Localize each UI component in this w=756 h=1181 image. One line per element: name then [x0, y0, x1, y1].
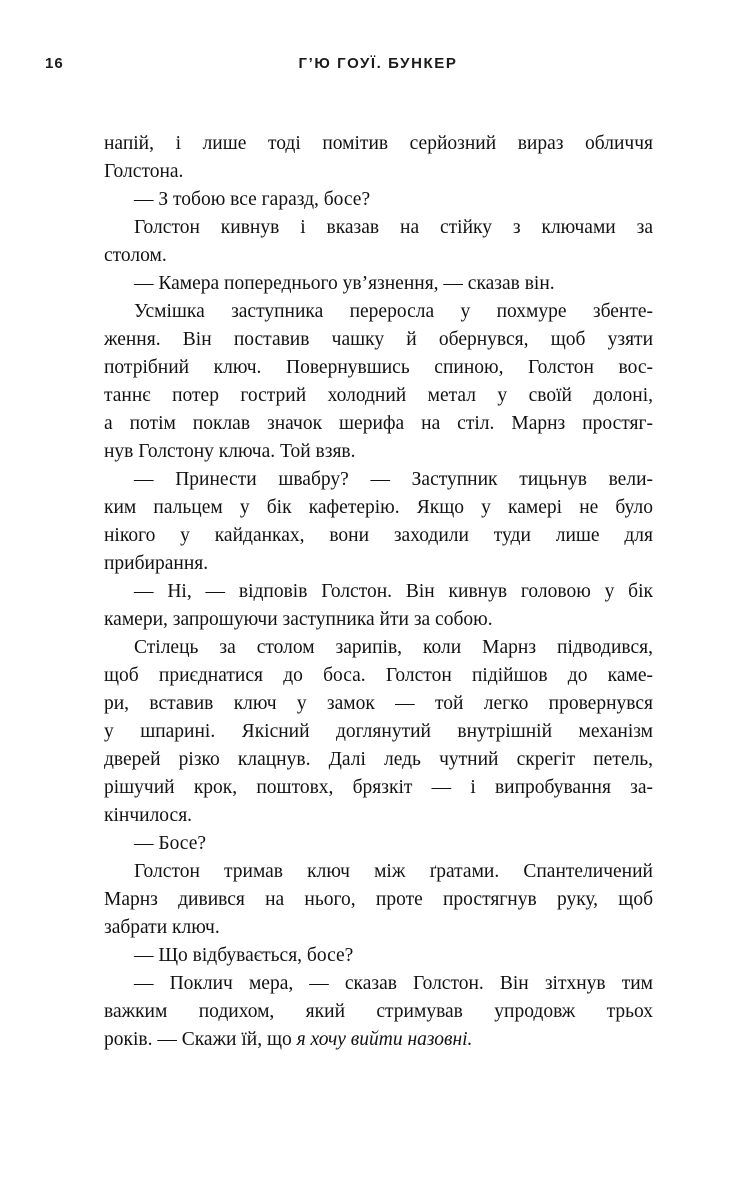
text-line: Усмішка заступника переросла у похмуре збенте-: [134, 301, 653, 322]
paragraph: [104, 578, 653, 634]
text-line: — Камера попереднього ув’язнення, — сказав він.: [134, 273, 555, 294]
text-line: — Що відбувається, босе?: [134, 945, 354, 966]
text-line: напій, і лише тоді помітив серйозний вираз обличчя: [104, 133, 653, 154]
text-line: рішучий крок, поштовх, брязкіт — і випробування за-: [104, 777, 653, 798]
text-line: ким пальцем у бік кафетерію. Якщо у камері не було: [104, 497, 653, 518]
text-line: забрати ключ.: [104, 917, 220, 938]
paragraph: [104, 858, 653, 942]
text-line: — Ні, — відповів Голстон. Він кивнув головою у бік: [134, 581, 653, 602]
text-line: — Поклич мера, — сказав Голстон. Він зітхнув тим: [134, 973, 653, 994]
paragraph: [104, 970, 653, 1054]
text-line: [104, 1026, 653, 1054]
paragraph: [104, 466, 653, 578]
page-number: 16: [45, 55, 64, 72]
text-line: — З тобою все гаразд, босе?: [134, 189, 371, 210]
running-header: Г’Ю ГОУЇ. БУНКЕР: [298, 55, 458, 72]
text-line: кінчилося.: [104, 805, 193, 826]
text-line: — Принести швабру? — Заступник тицьнув вели-: [134, 469, 653, 490]
text-line: потрібний ключ. Повернувшись спиною, Голстон вос-: [104, 357, 653, 378]
text-line: ри, вставив ключ у замок — той легко провернувся: [104, 693, 653, 714]
text-line: столом.: [104, 245, 167, 266]
page-header: [45, 55, 711, 75]
text-line: прибирання.: [104, 553, 209, 574]
italic-text: я хочу вийти назовні.: [296, 1029, 473, 1050]
text-line: важким подихом, який стримував упродовж трьох: [104, 1001, 653, 1022]
text-line: Голстон кивнув і вказав на стійку з ключами за: [134, 217, 653, 238]
text-line: таннє потер гострий холодний метал у своїй долоні,: [104, 385, 653, 406]
text-run: років. — Скажи їй, що: [104, 1029, 297, 1050]
text-line: Голстон тримав ключ між ґратами. Спантеличений: [134, 861, 653, 882]
text-line: щоб приєднатися до боса. Голстон підійшов до каме-: [104, 665, 653, 686]
text-line: дверей різко клацнув. Далі ледь чутний скрегіт петель,: [104, 749, 653, 770]
text-line: Стілець за столом зарипів, коли Марнз підводився,: [134, 637, 653, 658]
paragraph: [104, 186, 653, 214]
text-line: ження. Він поставив чашку й обернувся, щоб узяти: [104, 329, 653, 350]
text-line: нікого у кайданках, вони заходили туди лише для: [104, 525, 653, 546]
paragraph: [104, 214, 653, 270]
paragraph: [104, 298, 653, 466]
paragraph: [104, 942, 653, 970]
paragraph: [104, 270, 653, 298]
body-text: [104, 130, 653, 1054]
text-line: у шпарині. Якісний доглянутий внутрішній механізм: [104, 721, 653, 742]
paragraph: [104, 130, 653, 186]
text-line: нув Голстону ключа. Той взяв.: [104, 441, 356, 462]
text-line: камери, запрошуючи заступника йти за собою.: [104, 609, 493, 630]
text-line: а потім поклав значок шерифа на стіл. Марнз простяг-: [104, 413, 653, 434]
paragraph: [104, 830, 653, 858]
text-line: — Босе?: [134, 833, 207, 854]
paragraph: [104, 634, 653, 830]
text-line: Марнз дивився на нього, проте простягнув руку, щоб: [104, 889, 653, 910]
text-line: Голстона.: [104, 161, 184, 182]
